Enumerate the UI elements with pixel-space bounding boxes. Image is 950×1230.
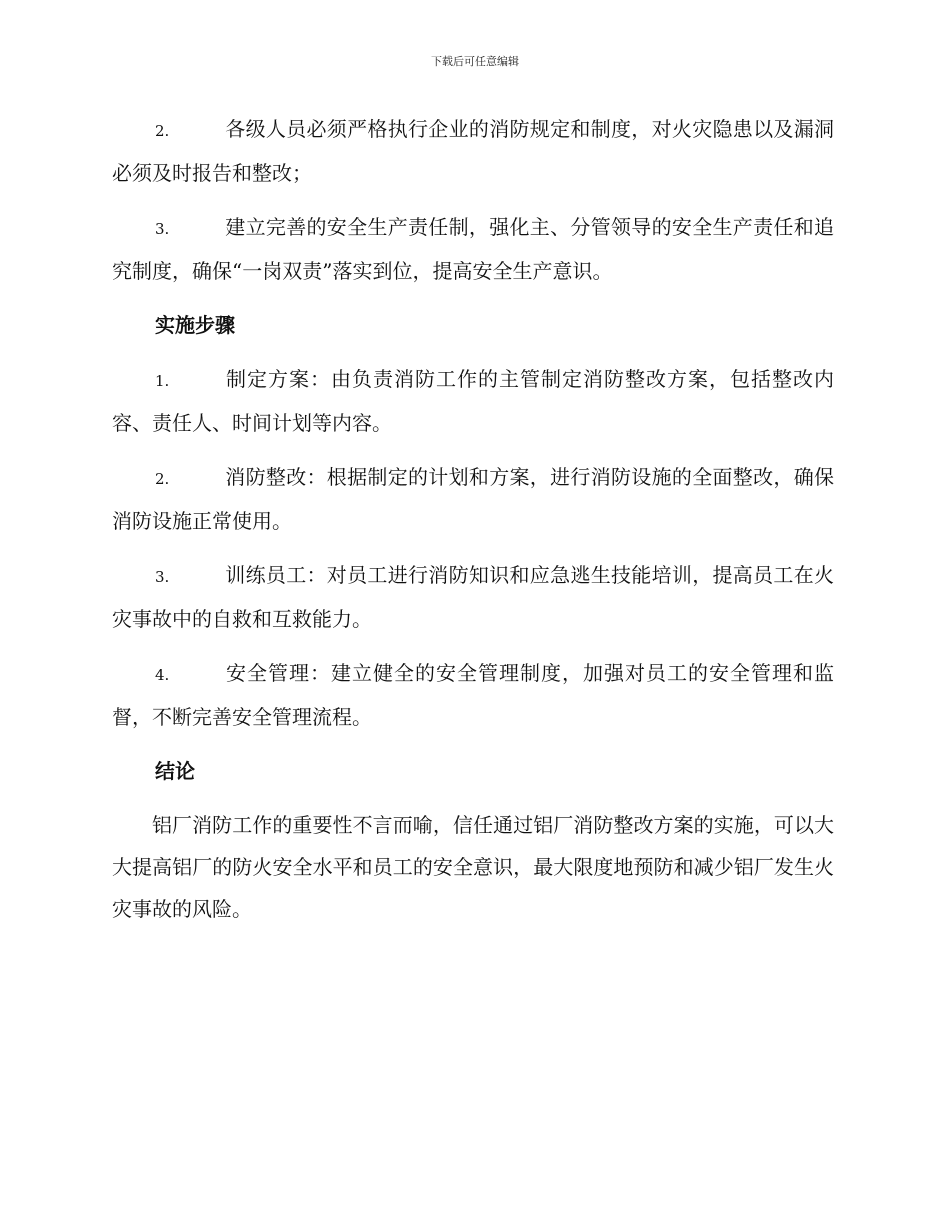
- list-item: [112, 652, 834, 738]
- list-item-text: 安全管理：建立健全的安全管理制度，加强对员工的安全管理和监督，不断完善安全管理流程。: [112, 661, 834, 729]
- list-item-number: 3.: [155, 568, 170, 586]
- list-item-text: 训练员工：对员工进行消防知识和应急逃生技能培训，提高员工在火灾事故中的自救和互救能力。: [112, 563, 834, 631]
- list-item-number: 4.: [155, 666, 170, 684]
- list-item-text: 消防整改：根据制定的计划和方案，进行消防设施的全面整改，确保消防设施正常使用。: [112, 465, 834, 533]
- list-item-number: 1.: [155, 372, 170, 390]
- section-heading-conclusion: 结论: [155, 759, 195, 783]
- list-item: [112, 206, 834, 292]
- list-item-text: 各级人员必须严格执行企业的消防规定和制度，对火灾隐患以及漏洞必须及时报告和整改；: [112, 117, 834, 185]
- list-item-number: 2.: [155, 470, 170, 488]
- section-heading-steps: 实施步骤: [155, 313, 235, 337]
- page-header: 下载后可任意编辑: [431, 55, 519, 68]
- conclusion-paragraph: 铝厂消防工作的重要性不言而喻，信任通过铝厂消防整改方案的实施，可以大大提高铝厂的防火安全水平和员工的安全意识，最大限度地预防和减少铝厂发生火灾事故的风险。: [112, 813, 834, 921]
- list-item-number: 2.: [155, 122, 170, 140]
- list-item: [112, 554, 834, 640]
- list-item: [112, 358, 834, 444]
- list-item: [112, 456, 834, 542]
- list-item-text: 建立完善的安全生产责任制，强化主、分管领导的安全生产责任和追究制度，确保“一岗双责”落实到位，提高安全生产意识。: [112, 215, 834, 283]
- list-item: [112, 108, 834, 194]
- list-item-number: 3.: [155, 220, 170, 238]
- document-body: [112, 108, 834, 930]
- list-item-text: 制定方案：由负责消防工作的主管制定消防整改方案，包括整改内容、责任人、时间计划等内容。: [112, 367, 834, 435]
